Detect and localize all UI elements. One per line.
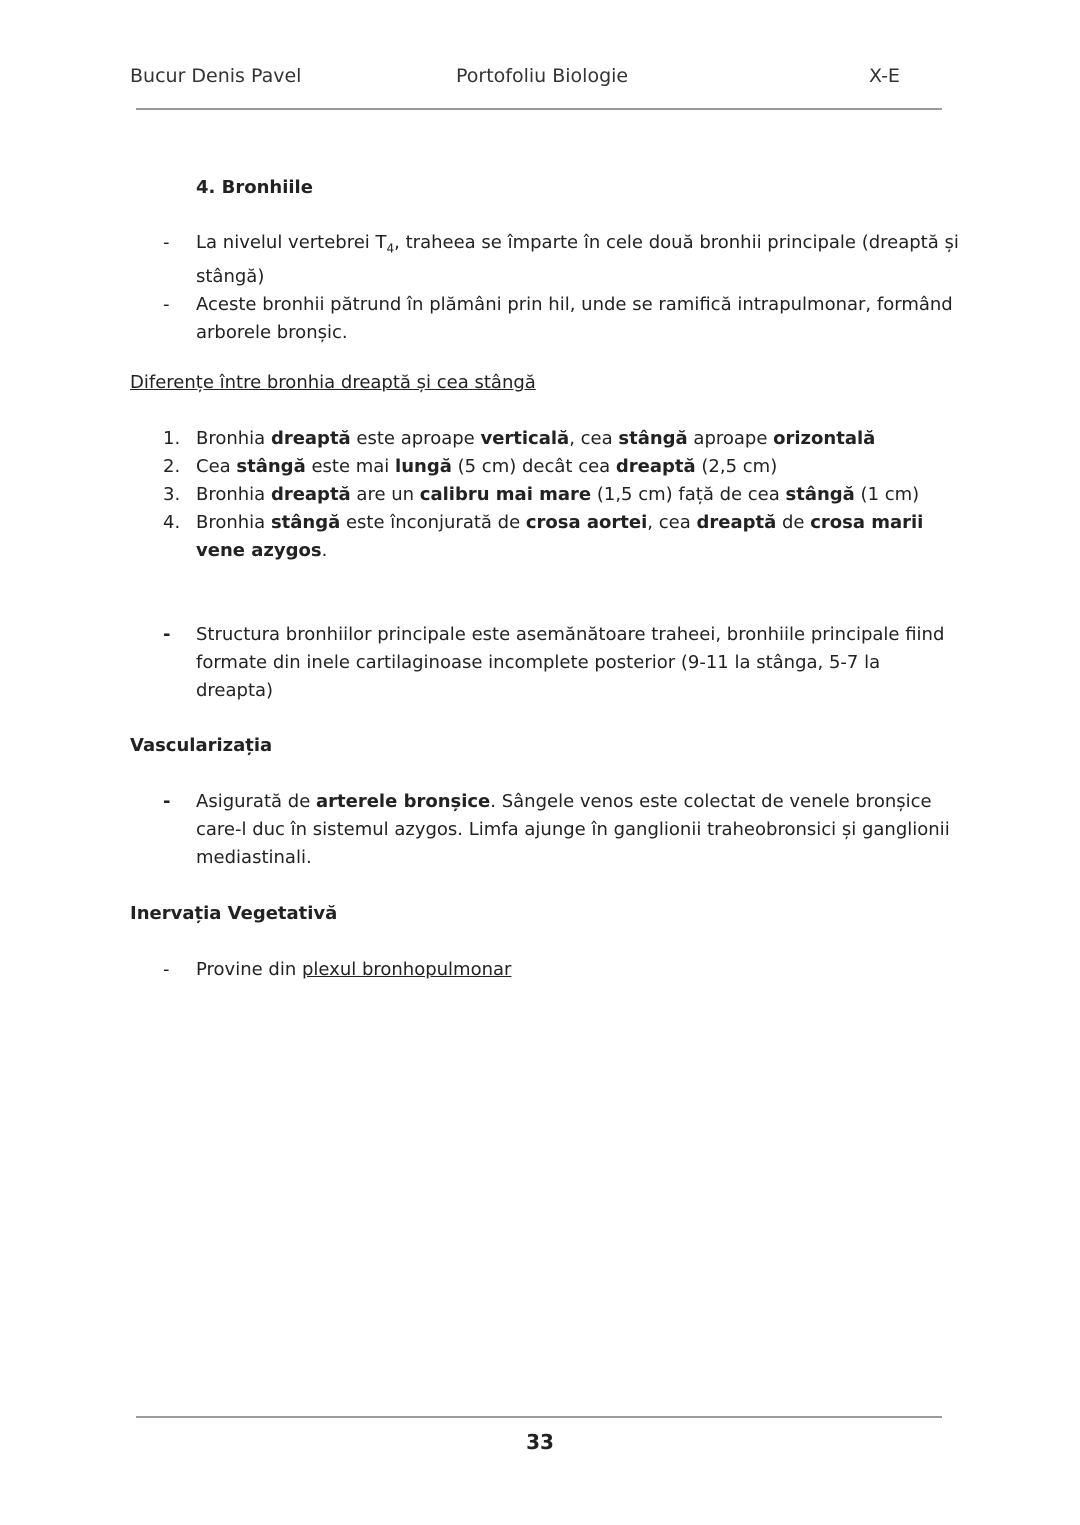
text-segment: (2,5 cm) [695,456,778,477]
rich-text [196,232,959,287]
bold-text: dreaptă [615,456,696,477]
text-segment: . [321,540,328,561]
text-segment: este înconjurată de [340,512,526,533]
bold-text: stângă [785,484,855,505]
bullet-item: - Provine din plexul bronhopulmonar [163,959,512,980]
text-segment: Provine din [196,959,302,980]
structure-bullet [130,621,960,705]
vascularization-bullet [130,788,960,872]
bold-text: arterele bronșice [316,791,491,812]
bold-text: crosa aortei [525,512,648,533]
text-segment: Aceste bronhii pătrund în plămâni prin hil, unde se ramifică intrapulmonar, formând arborele bronșic. [196,293,953,343]
text-segment: , cea [647,512,697,533]
bold-text: verticală [480,428,570,449]
text-segment: Structura bronhiilor principale este asemănătoare traheei, bronhiile principale fiind formate din inele cartilaginoase incomplete posterior (9-11 la stânga, 5-7 la dreapta) [196,624,945,701]
differences-heading: Diferențe între bronhia dreaptă și cea stângă [130,372,536,393]
list-item: 4. Bronhia stângă este înconjurată de crosa aortei, cea dreaptă de crosa marii vene azygos. [163,512,924,561]
bold-text: dreaptă [270,484,351,505]
rich-text [196,959,511,980]
vascularization-heading: Vascularizația [130,735,273,756]
bold-text: orizontală [773,428,876,449]
differences-list [130,425,960,565]
text-segment: este aproape [350,428,481,449]
page-number: 33 [526,1430,554,1454]
bold-text: lungă [395,456,452,477]
bold-text: dreaptă [696,512,777,533]
text-segment: (5 cm) decât cea [451,456,616,477]
text-segment: Asigurată de [196,791,316,812]
text-segment: , cea [569,428,619,449]
underlined-text: plexul bronhopulmonar [301,959,512,980]
text-segment: (1 cm) [854,484,920,505]
text-segment: de [776,512,811,533]
header-author: Bucur Denis Pavel [130,65,302,87]
rich-text [196,456,777,477]
bold-text: stângă [618,428,688,449]
innervation-bullet [130,956,960,984]
text-segment: are un [350,484,420,505]
bold-text: dreaptă [270,428,351,449]
text-segment: La nivelul vertebrei T [196,232,387,253]
text-segment: , traheea se împarte în cele două bronhii principale (dreaptă și stângă) [196,232,959,287]
text-segment: Cea [196,456,237,477]
bullet-item: - Asigurată de arterele bronșice. Sângele venos este colectat de venele bronșice care-l duc în sistemul azygos. Limfa ajunge în ganglionii traheobronsici și ganglionii mediastinali. [163,791,950,868]
rich-text [196,624,944,701]
bullet-item: - La nivelul vertebrei $T_4$, traheea se împarte în cele două bronhii principale (dreaptă și stângă) [163,232,959,287]
bold-text: stângă [236,456,306,477]
rich-text [196,484,919,505]
list-item: 1. Bronhia dreaptă este aproape verticală, cea stângă aproape orizontală [163,428,876,449]
header-class: X-E [869,65,900,87]
text-segment: (1,5 cm) față de cea [591,484,786,505]
text-segment: este mai [305,456,396,477]
header-divider [136,108,942,110]
text-segment: . Sângele venos este colectat de venele bronșice care-l duc în sistemul azygos. Limfa ajunge în ganglionii traheobronsici și ganglionii mediastinali. [196,791,950,868]
footer-divider [136,1416,942,1418]
text-segment: Bronhia [196,512,271,533]
section-title: 4. Bronhiile [196,177,313,198]
bold-text: crosa marii vene azygos [196,512,924,561]
text-segment: Bronhia [196,484,271,505]
rich-text [196,512,923,561]
innervation-heading: Inervația Vegetativă [130,903,338,924]
list-item: 3. Bronhia dreaptă are un calibru mai mare (1,5 cm) față de cea stângă (1 cm) [163,484,920,505]
text-segment: 4 [386,241,395,256]
list-item: 2. Cea stângă este mai lungă (5 cm) decât cea dreaptă (2,5 cm) [163,456,778,477]
bold-text: stângă [270,512,341,533]
header-title: Portofoliu Biologie [456,65,629,87]
intro-bullets [130,229,960,347]
rich-text [196,791,950,868]
bullet-item: - Aceste bronhii pătrund în plămâni prin hil, unde se ramifică intrapulmonar, formând arborele bronșic. [163,293,953,343]
bold-text: calibru mai mare [419,484,592,505]
bullet-item: - Structura bronhiilor principale este asemănătoare traheei, bronhiile principale fiind formate din inele cartilaginoase incomplete posterior (9-11 la stânga, 5-7 la dreapta) [163,624,945,701]
text-segment: aproape [687,428,774,449]
text-segment: Bronhia [196,428,271,449]
rich-text [196,294,953,343]
rich-text [196,428,875,449]
